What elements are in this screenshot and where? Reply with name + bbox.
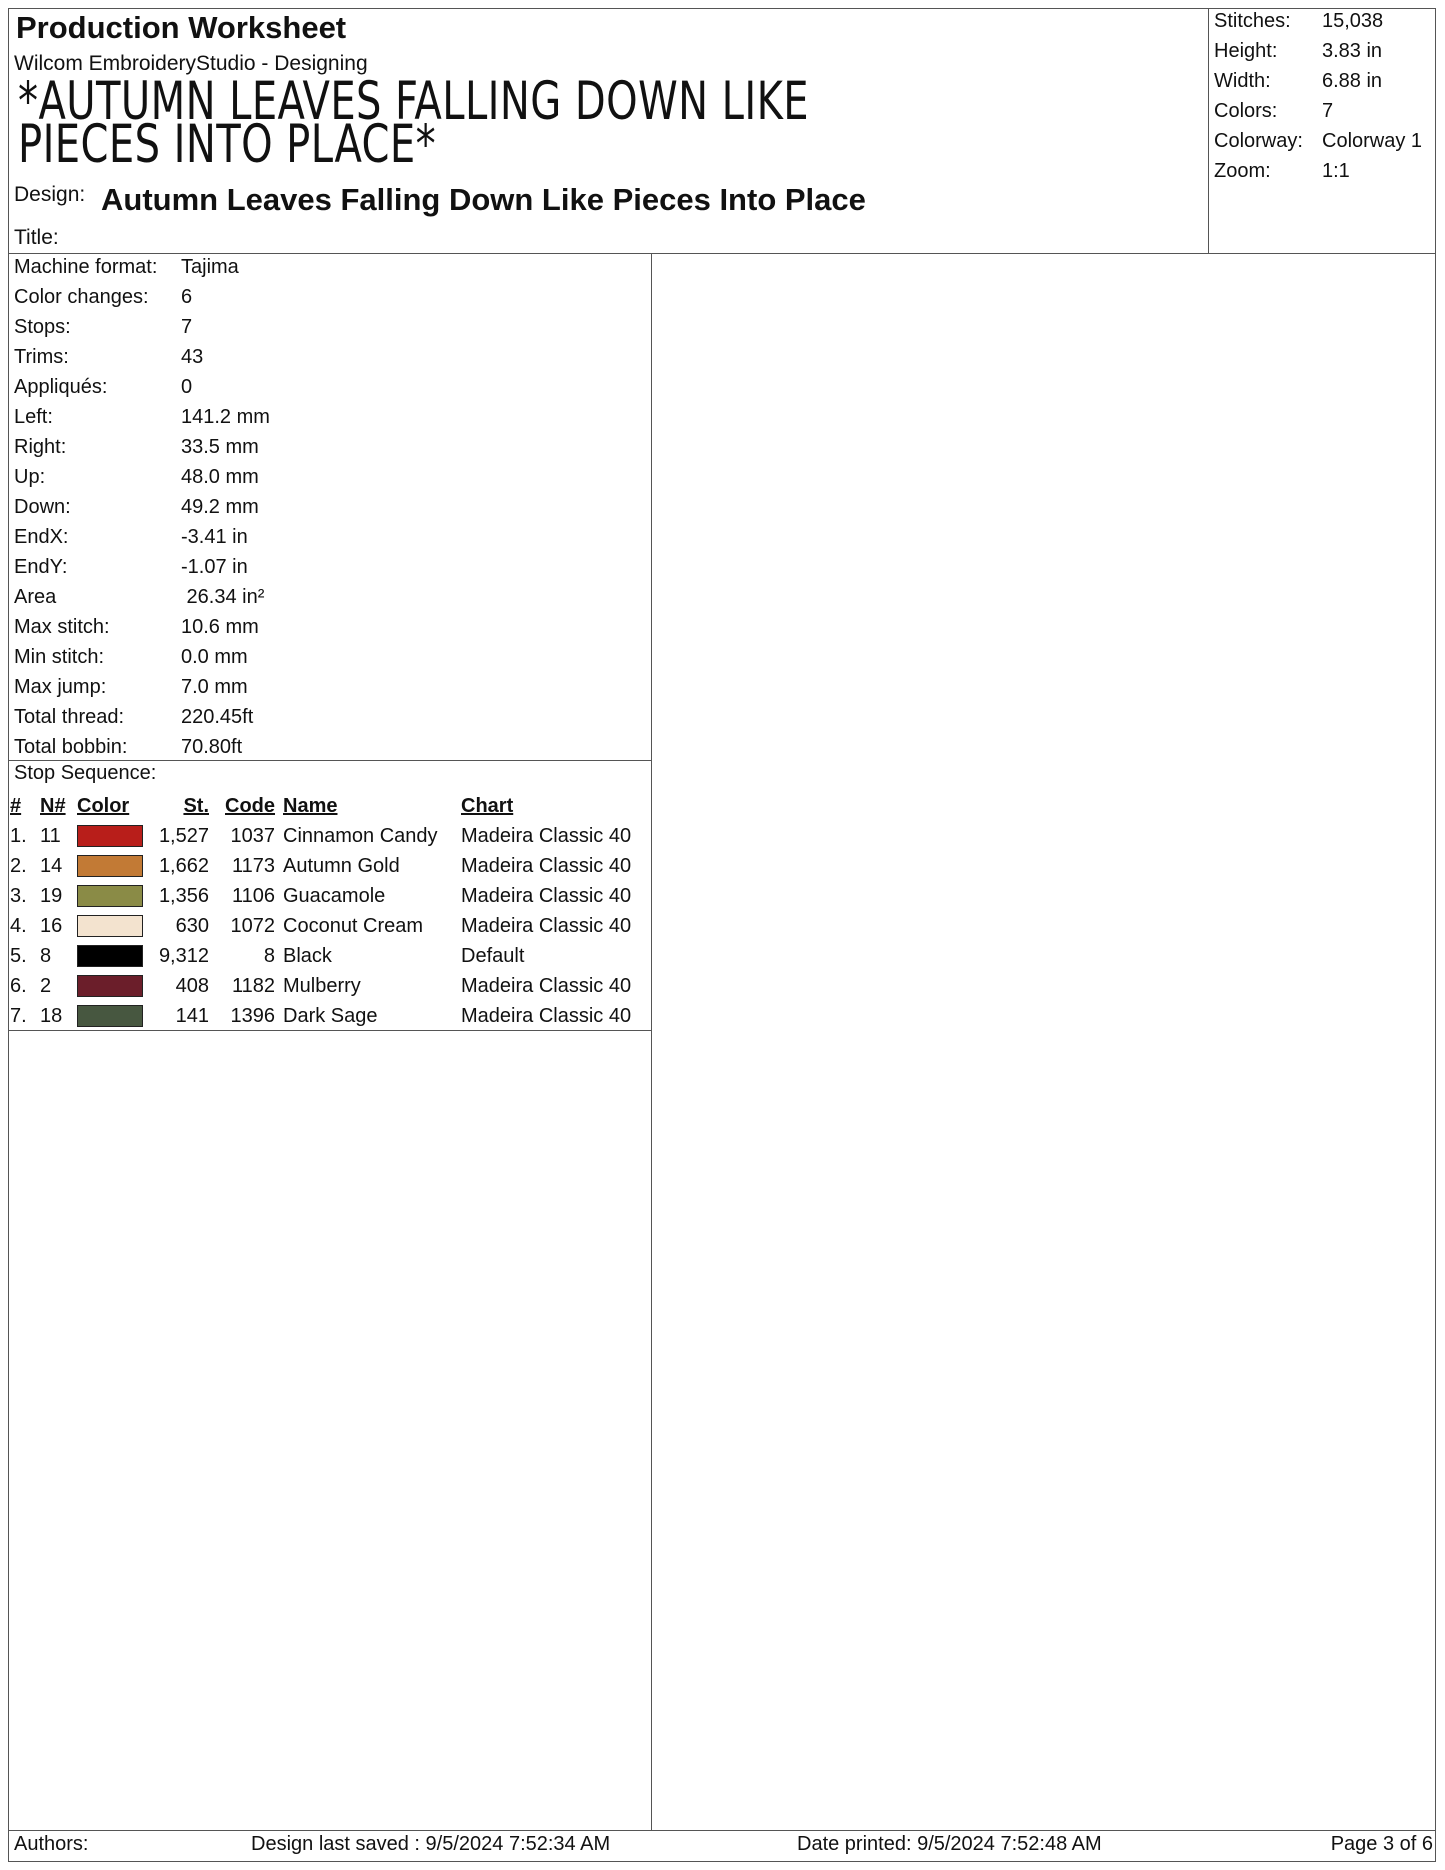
stop-sequence-table bbox=[10, 791, 651, 1031]
summary-value: 3.83 in bbox=[1322, 40, 1383, 62]
footer-date-printed: Date printed: 9/5/2024 7:52:48 AM bbox=[797, 1833, 1102, 1855]
detail-value: 220.45ft bbox=[181, 706, 254, 728]
detail-value: 10.6 mm bbox=[181, 616, 259, 638]
row-stitches: 1,527 bbox=[158, 824, 209, 847]
row-code: 1072 bbox=[230, 914, 275, 937]
row-code: 8 bbox=[263, 944, 275, 967]
color-swatch bbox=[77, 945, 143, 967]
summary-value: 1:1 bbox=[1322, 160, 1350, 182]
detail-value: 43 bbox=[181, 346, 204, 368]
row-chart: Madeira Classic 40 bbox=[461, 974, 632, 997]
color-swatch bbox=[77, 825, 143, 847]
summary-label: Height: bbox=[1214, 40, 1278, 62]
row-code: 1182 bbox=[231, 974, 275, 997]
detail-value: -3.41 in bbox=[181, 526, 248, 548]
table-header-row bbox=[10, 791, 651, 821]
row-color bbox=[77, 971, 149, 1001]
detail-label: Trims: bbox=[14, 346, 69, 368]
row-name: Cinnamon Candy bbox=[283, 824, 438, 847]
row-num: 2. bbox=[10, 854, 27, 877]
color-swatch bbox=[77, 1005, 143, 1027]
table-row bbox=[10, 1001, 651, 1031]
software-name: Wilcom EmbroideryStudio - Designing bbox=[14, 52, 368, 75]
row-needle: 16 bbox=[40, 914, 63, 937]
summary-row bbox=[1214, 36, 1434, 66]
detail-label: Stops: bbox=[14, 316, 71, 338]
header-code: Code bbox=[225, 794, 275, 817]
row-num: 1. bbox=[10, 824, 27, 847]
row-needle: 11 bbox=[40, 824, 61, 847]
row-code: 1037 bbox=[230, 824, 275, 847]
row-num: 5. bbox=[10, 944, 27, 967]
row-chart: Madeira Classic 40 bbox=[461, 824, 632, 847]
summary-label: Stitches: bbox=[1214, 10, 1291, 32]
detail-value: 0 bbox=[181, 376, 193, 398]
row-name: Guacamole bbox=[283, 884, 386, 907]
detail-label: Right: bbox=[14, 436, 67, 458]
design-name: Autumn Leaves Falling Down Like Pieces Into Place bbox=[101, 182, 866, 217]
header-color: Color bbox=[77, 794, 130, 817]
detail-label: Total thread: bbox=[14, 706, 125, 728]
footer-top-line bbox=[8, 1830, 1436, 1831]
color-swatch bbox=[77, 975, 143, 997]
row-needle: 8 bbox=[40, 944, 52, 967]
color-swatch bbox=[77, 915, 143, 937]
row-name: Autumn Gold bbox=[283, 854, 400, 877]
header-needle: N# bbox=[40, 794, 66, 817]
row-color bbox=[77, 821, 149, 851]
footer-authors: Authors: bbox=[14, 1833, 89, 1855]
page-title: Production Worksheet bbox=[16, 10, 347, 45]
detail-label: EndX: bbox=[14, 526, 69, 548]
footer-page-number: Page 3 of 6 bbox=[1330, 1833, 1433, 1855]
row-code: 1396 bbox=[230, 1004, 275, 1027]
row-name: Black bbox=[283, 944, 332, 967]
table-row bbox=[10, 911, 651, 941]
detail-value: 26.34 in² bbox=[181, 586, 265, 608]
row-chart: Madeira Classic 40 bbox=[461, 884, 632, 907]
row-stitches: 9,312 bbox=[158, 944, 209, 967]
row-stitches: 1,662 bbox=[158, 854, 209, 877]
row-stitches: 141 bbox=[175, 1004, 209, 1027]
row-needle: 2 bbox=[40, 974, 52, 997]
row-stitches: 1,356 bbox=[158, 884, 209, 907]
row-num: 3. bbox=[10, 884, 27, 907]
detail-label: EndY: bbox=[14, 556, 68, 578]
table-row bbox=[10, 821, 651, 851]
header-chart: Chart bbox=[461, 794, 514, 817]
detail-label: Machine format: bbox=[14, 256, 158, 278]
summary-value: 7 bbox=[1322, 100, 1334, 122]
row-color bbox=[77, 911, 149, 941]
summary-row bbox=[1214, 6, 1434, 36]
summary-label: Colors: bbox=[1214, 100, 1278, 122]
detail-label: Max stitch: bbox=[14, 616, 110, 638]
summary-label: Width: bbox=[1214, 70, 1271, 92]
header-divider bbox=[1208, 8, 1209, 253]
row-color bbox=[77, 881, 149, 911]
row-color bbox=[77, 941, 149, 971]
row-code: 1173 bbox=[231, 854, 275, 877]
row-name: Coconut Cream bbox=[283, 914, 424, 937]
detail-value: 48.0 mm bbox=[181, 466, 259, 488]
row-name: Dark Sage bbox=[283, 1004, 378, 1027]
row-needle: 14 bbox=[40, 854, 63, 877]
detail-value: Tajima bbox=[181, 256, 239, 278]
left-column-divider bbox=[651, 253, 652, 1830]
summary-label: Zoom: bbox=[1214, 160, 1271, 182]
table-row bbox=[10, 971, 651, 1001]
row-color bbox=[77, 1001, 149, 1031]
color-swatch bbox=[77, 855, 143, 877]
detail-label: Down: bbox=[14, 496, 71, 518]
detail-label: Up: bbox=[14, 466, 46, 488]
design-banner-text: *AUTUMN LEAVES FALLING DOWN LIKE PIECES INTO PLACE* bbox=[18, 71, 809, 175]
detail-value: 7.0 mm bbox=[181, 676, 248, 698]
footer-last-saved: Design last saved : 9/5/2024 7:52:34 AM bbox=[251, 1833, 611, 1855]
detail-value: 49.2 mm bbox=[181, 496, 259, 518]
row-stitches: 630 bbox=[175, 914, 209, 937]
detail-value: -1.07 in bbox=[181, 556, 248, 578]
header-stitches: St. bbox=[183, 794, 209, 817]
summary-row bbox=[1214, 156, 1434, 186]
detail-value: 7 bbox=[181, 316, 193, 338]
detail-label: Min stitch: bbox=[14, 646, 105, 668]
detail-label: Color changes: bbox=[14, 286, 149, 308]
stop-sequence-label: Stop Sequence: bbox=[14, 762, 157, 784]
detail-value: 141.2 mm bbox=[181, 406, 270, 428]
title-label: Title: bbox=[14, 226, 59, 249]
summary-row bbox=[1214, 66, 1434, 96]
detail-value: 33.5 mm bbox=[181, 436, 259, 458]
header-name: Name bbox=[283, 794, 338, 817]
details-panel bbox=[14, 252, 644, 762]
table-row bbox=[10, 881, 651, 911]
row-num: 6. bbox=[10, 974, 27, 997]
stop-sequence-body bbox=[10, 821, 651, 1031]
detail-value: 0.0 mm bbox=[181, 646, 248, 668]
detail-label: Left: bbox=[14, 406, 53, 428]
row-needle: 19 bbox=[40, 884, 63, 907]
summary-value: Colorway 1 bbox=[1322, 130, 1423, 152]
summary-value: 15,038 bbox=[1322, 10, 1384, 32]
summary-panel bbox=[1214, 6, 1434, 191]
table-row bbox=[10, 851, 651, 881]
header-num: # bbox=[10, 794, 22, 817]
detail-label: Appliqués: bbox=[14, 376, 108, 398]
row-name: Mulberry bbox=[283, 974, 361, 997]
detail-label: Total bobbin: bbox=[14, 736, 128, 758]
summary-value: 6.88 in bbox=[1322, 70, 1383, 92]
row-needle: 18 bbox=[40, 1004, 63, 1027]
row-num: 4. bbox=[10, 914, 27, 937]
detail-value: 70.80ft bbox=[181, 736, 243, 758]
summary-row bbox=[1214, 96, 1434, 126]
row-chart: Madeira Classic 40 bbox=[461, 1004, 632, 1027]
row-num: 7. bbox=[10, 1004, 27, 1027]
detail-label: Max jump: bbox=[14, 676, 107, 698]
table-row bbox=[10, 941, 651, 971]
row-chart: Madeira Classic 40 bbox=[461, 914, 632, 937]
design-label: Design: bbox=[14, 183, 86, 206]
summary-label: Colorway: bbox=[1214, 130, 1303, 152]
summary-row bbox=[1214, 126, 1434, 156]
row-stitches: 408 bbox=[175, 974, 209, 997]
detail-value: 6 bbox=[181, 286, 193, 308]
row-chart: Default bbox=[461, 944, 525, 967]
row-code: 1106 bbox=[231, 884, 275, 907]
row-chart: Madeira Classic 40 bbox=[461, 854, 632, 877]
color-swatch bbox=[77, 885, 143, 907]
detail-label: Area bbox=[14, 586, 57, 608]
row-color bbox=[77, 851, 149, 881]
